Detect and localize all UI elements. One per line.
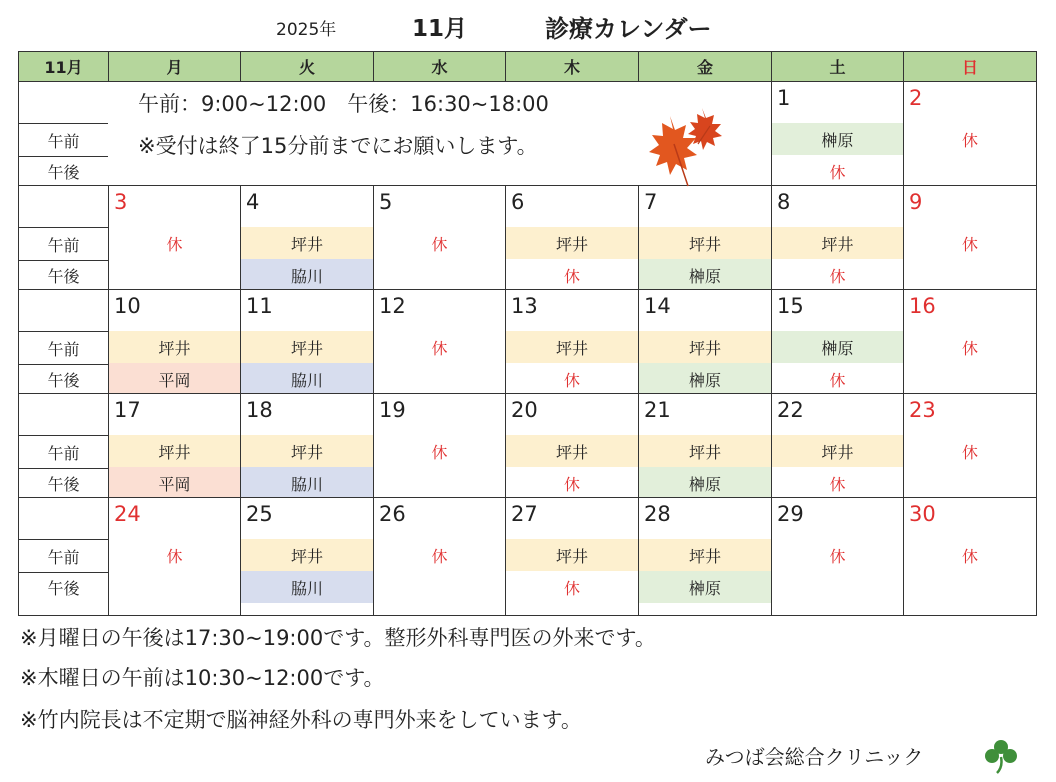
calendar-day: [505, 185, 639, 290]
day-number: 26: [379, 502, 406, 526]
day-number: 1: [777, 86, 791, 110]
am-doctor: 休: [166, 234, 183, 254]
am-label: 午前: [19, 435, 108, 469]
pm-doctor: 脇川: [241, 571, 373, 603]
weekday-header: 火: [240, 51, 374, 82]
am-doctor: 坪井: [772, 435, 903, 467]
day-number: 25: [246, 502, 273, 526]
am-doctor: 休: [961, 338, 978, 358]
day-number: 27: [511, 502, 538, 526]
day-number: 17: [114, 398, 141, 422]
day-number: 8: [777, 190, 791, 214]
pm-doctor: 脇川: [241, 467, 373, 499]
clover-icon: [983, 737, 1019, 779]
am-doctor: 坪井: [639, 227, 771, 259]
row-label: [18, 185, 109, 290]
calendar-day: [240, 289, 374, 394]
calendar-day: [108, 497, 241, 616]
day-number: 29: [777, 502, 804, 526]
calendar-day: [903, 81, 1037, 186]
footnote-monday: ※月曜日の午後は17:30~19:00です。整形外科専門医の外来です。: [20, 626, 656, 650]
reception-note: ※受付は終了15分前までにお願いします。: [138, 134, 538, 158]
am-doctor: 坪井: [506, 435, 638, 467]
calendar-day: [373, 393, 506, 498]
am-doctor: 坪井: [506, 227, 638, 259]
day-number: 19: [379, 398, 406, 422]
pm-doctor: 休: [829, 162, 846, 182]
am-label: 午前: [19, 539, 108, 573]
am-doctor: 休: [961, 234, 978, 254]
am-doctor: 坪井: [109, 331, 240, 363]
pm-label: 午後: [47, 162, 80, 182]
calendar-day: [903, 393, 1037, 498]
calendar-day: [108, 185, 241, 290]
footnote-director: ※竹内院長は不定期で脳神経外科の専門外来をしています。: [20, 708, 582, 732]
calendar-day: [771, 497, 904, 616]
pm-doctor: 榊原: [639, 363, 771, 395]
header-year: 2025年: [276, 20, 337, 40]
calendar-day: [240, 393, 374, 498]
calendar-day: [903, 289, 1037, 394]
pm-doctor: 脇川: [241, 363, 373, 395]
weekday-header: 月: [108, 51, 241, 82]
am-doctor: 休: [961, 442, 978, 462]
clinic-name: みつば会総合クリニック: [705, 745, 924, 769]
day-number: 7: [644, 190, 658, 214]
pm-doctor: 休: [563, 578, 580, 598]
day-number: 14: [644, 294, 671, 318]
calendar-day: [373, 289, 506, 394]
day-number: 6: [511, 190, 525, 214]
am-doctor: 休: [166, 546, 183, 566]
am-label: 午前: [19, 331, 108, 365]
weekday-header: 日: [903, 51, 1037, 82]
weekday-header: 木: [505, 51, 639, 82]
day-number: 9: [909, 190, 923, 214]
pm-doctor: 休: [563, 474, 580, 494]
calendar-day: [771, 289, 904, 394]
day-number: 28: [644, 502, 671, 526]
am-doctor: 坪井: [639, 435, 771, 467]
calendar-day: [771, 393, 904, 498]
am-doctor: 休: [431, 546, 448, 566]
pm-label: 午後: [47, 370, 80, 390]
calendar-day: [638, 289, 772, 394]
am-doctor: 坪井: [506, 539, 638, 571]
day-number: 22: [777, 398, 804, 422]
calendar-day: [505, 393, 639, 498]
am-doctor: 坪井: [241, 435, 373, 467]
am-doctor: 坪井: [241, 539, 373, 571]
row-label: [18, 289, 109, 394]
day-number: 18: [246, 398, 273, 422]
pm-doctor: 榊原: [639, 571, 771, 603]
am-doctor: 休: [431, 338, 448, 358]
pm-doctor: 休: [829, 266, 846, 286]
am-doctor: 榊原: [772, 331, 903, 363]
am-doctor: 坪井: [506, 331, 638, 363]
am-doctor: 休: [961, 546, 978, 566]
am-label: 午前: [19, 123, 108, 157]
pm-doctor: 榊原: [639, 259, 771, 291]
row-label: [18, 393, 109, 498]
day-number: 30: [909, 502, 936, 526]
pm-doctor: 平岡: [109, 467, 240, 499]
pm-doctor: 休: [829, 370, 846, 390]
pm-doctor: 榊原: [639, 467, 771, 499]
day-number: 24: [114, 502, 141, 526]
weekday-header: 土: [771, 51, 904, 82]
weekday-header: 水: [373, 51, 506, 82]
hours-info: 午前：9:00~12:00 午後：16:30~18:00: [138, 92, 549, 116]
am-doctor: 坪井: [241, 331, 373, 363]
day-number: 2: [909, 86, 923, 110]
calendar-day: [240, 497, 374, 616]
calendar-day: [108, 393, 241, 498]
calendar-day: [638, 393, 772, 498]
day-number: 15: [777, 294, 804, 318]
day-number: 21: [644, 398, 671, 422]
header-month: 11月: [412, 16, 468, 42]
day-number: 13: [511, 294, 538, 318]
pm-doctor: 休: [563, 370, 580, 390]
calendar-day: [240, 185, 374, 290]
day-number: 16: [909, 294, 936, 318]
calendar-day: [108, 289, 241, 394]
am-doctor: 坪井: [639, 331, 771, 363]
calendar-day: [638, 497, 772, 616]
am-doctor: 坪井: [639, 539, 771, 571]
day-number: 3: [114, 190, 128, 214]
am-doctor: 坪井: [241, 227, 373, 259]
calendar-day: [903, 185, 1037, 290]
calendar-day: [373, 497, 506, 616]
page-title: 診療カレンダー: [545, 15, 712, 43]
day-number: 10: [114, 294, 141, 318]
row-label: [18, 81, 109, 186]
pm-label: 午後: [47, 266, 80, 286]
pm-label: 午後: [47, 474, 80, 494]
day-number: 4: [246, 190, 260, 214]
am-doctor: 坪井: [772, 227, 903, 259]
pm-doctor: 休: [563, 266, 580, 286]
day-number: 20: [511, 398, 538, 422]
calendar-day: [638, 185, 772, 290]
calendar-day: [373, 185, 506, 290]
day-number: 23: [909, 398, 936, 422]
calendar-day: [505, 289, 639, 394]
pm-doctor: 休: [829, 474, 846, 494]
calendar-day: [771, 81, 904, 186]
am-doctor: 休: [431, 442, 448, 462]
pm-label: 午後: [47, 578, 80, 598]
pm-doctor: 平岡: [109, 363, 240, 395]
day-number: 11: [246, 294, 273, 318]
row-label: [18, 497, 109, 616]
am-doctor: 休: [431, 234, 448, 254]
weekday-header: 金: [638, 51, 772, 82]
day-number: 5: [379, 190, 393, 214]
calendar-day: [505, 497, 639, 616]
pm-doctor: 脇川: [241, 259, 373, 291]
header-month-corner: 11月: [18, 51, 109, 82]
am-doctor: 休: [829, 546, 846, 566]
calendar-day: [903, 497, 1037, 616]
am-doctor: 坪井: [109, 435, 240, 467]
footnote-thursday: ※木曜日の午前は10:30~12:00です。: [20, 666, 385, 690]
am-doctor: 休: [961, 130, 978, 150]
day-number: 12: [379, 294, 406, 318]
calendar-day: [771, 185, 904, 290]
am-label: 午前: [19, 227, 108, 261]
am-doctor: 榊原: [772, 123, 903, 155]
maple-leaf-icon: [640, 86, 740, 200]
